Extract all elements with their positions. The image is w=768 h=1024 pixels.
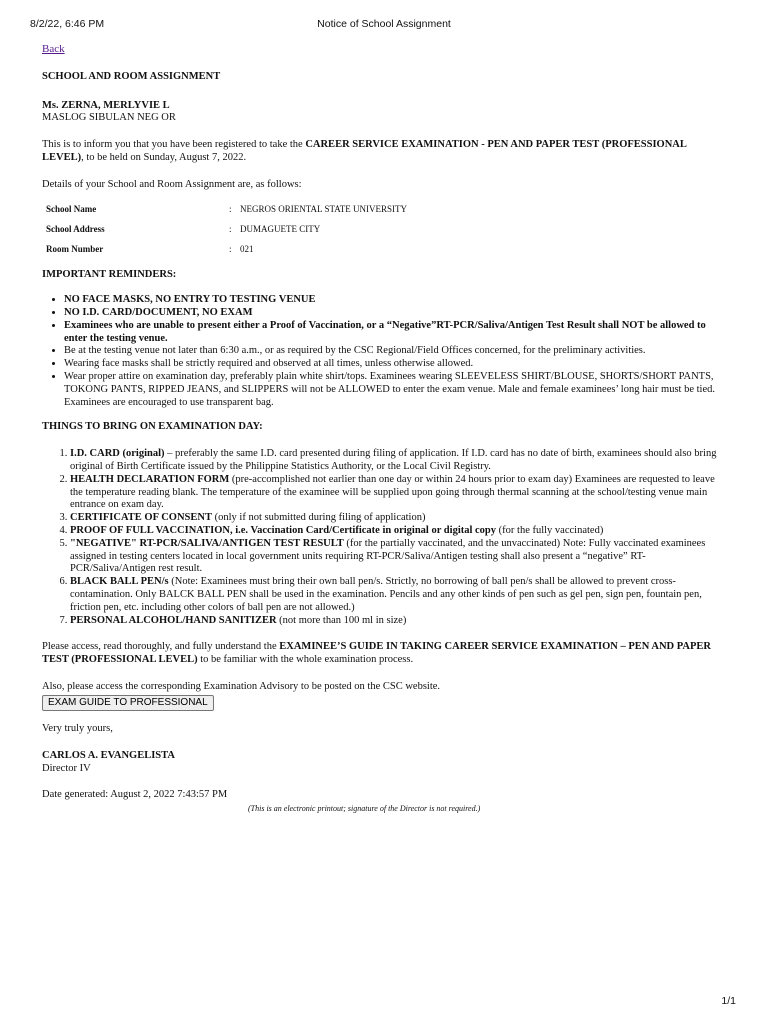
list-item [70,474,728,512]
addressee-name: Ms. ZERNA, MERLYVIE L [42,99,170,111]
intro-pre: This is to inform you that you have been registered to take the [42,139,306,151]
separator: : [229,243,232,254]
bring-list [42,448,728,627]
table-row [42,244,407,264]
assignment-table [42,204,407,264]
addressee-block [42,100,728,126]
electronic-printout-note: (This is an electronic printout; signature of the Director is not required.) [248,804,481,814]
print-page-title: Notice of School Assignment [317,18,451,30]
list-item [70,576,728,614]
item-text: (only if not submitted during filing of application) [212,512,426,524]
item-title: "NEGATIVE" RT-PCR/SALIVA/ANTIGEN TEST RESULT [70,537,344,549]
intro-post: , to be held on Sunday, August 7, 2022. [81,151,247,163]
item-title: PERSONAL ALCOHOL/HAND SANITIZER [70,614,277,626]
item-text: – preferably the same I.D. card presented during filing of application. If I.D. card has no date of birth, examinees should also bring original of Birth Certificate issued by the Philippine Statistics Authority, or the Local Civil Registry. [70,448,717,473]
page-title: SCHOOL AND ROOM ASSIGNMENT [42,70,221,82]
separator: : [229,203,232,214]
list-item: • Wear proper attire on examination day, preferably plain white shirt/tops. Examinees wearing SLEEVELESS SHIRT/BLOUSE, SHORTS/SHORT PANTS, TOKONG PANTS, RIPPED JEANS, and SLIPPERS will not be ALLOWED to enter the exam venue. Male and female examinees’ long hair must be tied. Examinees are encouraged to use transparent bag. [64,371,728,409]
item-text: (for the partially vaccinated, and the unvaccinated) Note: Fully vaccinated examinees assigned in testing centers located in local government units requiring RT-PCR/Saliva/Antigen testing shall also present a “negative” RT-PCR/Saliva/Antigen rest result. [70,537,706,575]
item-title: PROOF OF FULL VACCINATION, i.e. Vaccination Card/Certificate in original or digital copy [70,525,497,537]
table-row [42,224,407,244]
item-title: I.D. CARD (original) [70,448,165,460]
addressee-place: MASLOG SIBULAN NEG OR [42,112,176,124]
list-item [70,538,728,576]
list-item: • NO I.D. CARD/DOCUMENT, NO EXAM [64,307,728,320]
exam-guide-button[interactable]: EXAM GUIDE TO PROFESSIONAL [42,695,214,711]
list-item [70,525,728,538]
details-intro: Details of your School and Room Assignment are, as follows: [42,178,302,190]
guide-pre: Please access, read thoroughly, and fully understand the [42,641,280,653]
bring-heading: THINGS TO BRING ON EXAMINATION DAY: [42,421,263,433]
date-generated: Date generated: August 2, 2022 7:43:57 PM [42,789,228,801]
room-number-label: Room Number [46,243,104,254]
guide-post: to be familiar with the whole examination process. [197,654,414,666]
school-name-label: School Name [46,203,97,214]
item-text: (for the fully vaccinated) [496,525,604,537]
guide-paragraph [42,641,728,667]
item-text: (not more than 100 ml in size) [276,614,407,626]
item-title: CERTIFICATE OF CONSENT [70,512,212,524]
page-number: 1/1 [721,995,736,1008]
notice-content [42,43,728,814]
signer-title: Director IV [42,762,91,774]
separator: : [229,223,232,234]
list-item [70,615,728,628]
item-text: (pre-accomplished not earlier than one day or within 24 hours prior to exam day) Examinees are requested to leave the temperature reading blank. The temperature of the examinee will be supplied upon going through thermal scanning at the school/testing venue main entrance on exam day. [70,473,715,511]
signer-name: CARLOS A. EVANGELISTA [42,749,175,761]
item-title: BLACK BALL PEN/s [70,576,169,588]
reminders-heading: IMPORTANT REMINDERS: [42,269,177,281]
school-name-value: NEGROS ORIENTAL STATE UNIVERSITY [240,203,407,214]
intro-exam-name: CAREER SERVICE EXAMINATION - PEN AND PAPER TEST (PROFESSIONAL LEVEL) [42,139,687,163]
school-address-value: DUMAGUETE CITY [240,223,321,234]
list-item: • Examinees who are unable to present either a Proof of Vaccination, or a “Negative”RT-PCR/Saliva/Antigen Test Result shall NOT be allowed to enter the testing venue. [64,320,728,346]
print-datetime: 8/2/22, 6:46 PM [30,18,105,30]
print-header [30,18,738,32]
closing-line: Very truly yours, [42,722,113,734]
list-item: • NO FACE MASKS, NO ENTRY TO TESTING VENUE [64,294,728,307]
advisory-paragraph: Also, please access the corresponding Examination Advisory to be posted on the CSC website. [42,681,441,692]
item-title: HEALTH DECLARATION FORM [70,473,230,485]
intro-paragraph [42,139,728,165]
list-item [70,512,728,525]
list-item [70,448,728,474]
item-text: (Note: Examinees must bring their own ball pen/s. Strictly, no borrowing of ball pen/s shall be allowed to prevent cross-contamination. Only BALCK BALL PEN shall be used in the examination. Pencils and any other kinds of pen such as gel pen, sign pen, fountain pen, friction pen, etc. including other colors of ball pen are not allowed.) [70,576,702,613]
room-number-value: 021 [240,243,254,254]
list-item: • Be at the testing venue not later than 6:30 a.m., or as required by the CSC Regional/Field Offices concerned, for the preliminary activities. [64,345,728,358]
guide-title: EXAMINEE’S GUIDE IN TAKING CAREER SERVICE EXAMINATION – PEN AND PAPER TEST (PROFESSIONAL LEVEL) [42,641,711,666]
reminders-list [42,294,728,409]
list-item: • Wearing face masks shall be strictly required and observed at all times, unless otherwise allowed. [64,358,728,371]
table-row [42,204,407,224]
school-address-label: School Address [46,223,105,234]
back-link[interactable]: Back [42,43,65,55]
